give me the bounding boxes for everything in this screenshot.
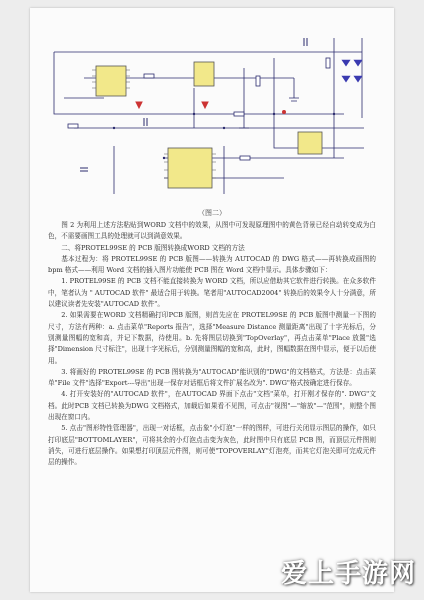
ic-chip-4 bbox=[298, 132, 322, 154]
ic-chip-3 bbox=[168, 148, 212, 188]
ic-chip-1 bbox=[96, 66, 126, 96]
circuit-schematic-figure bbox=[44, 18, 380, 196]
figure-caption: （图二） bbox=[198, 209, 226, 217]
paragraph: 基本过程为：将 PROTEL99SE 的 PCB 版图——转换为 AUTOCAD 的 DWG 格式——再转换成画图的 bpm 格式——利用 Word 文档的插入图片功能使 PCB 图在 Word 文档中显示。具体步骤如下： bbox=[48, 254, 376, 275]
step-1: 1. PROTEL99SE 的 PCB 文档不能直接转换为 WORD 文档，所以应借助其它软件进行转换。在众多软件中，笔者认为 " AUTOCAD 软件" 最适合用于转换。笔者用"AUTOCAD2004" 转换后的效果令人十分满意，所以建议读者先安装"AUTOCAD 软件"。 bbox=[48, 277, 376, 309]
step-5: 5. 点击"图形特性管理器"，出现一对话框，点击象"小灯泡"一样的图样，可进行关闭显示图层的操作，如只打印底层"BOTTOMLAYER"，可将其余的小灯泡点击变为灰色，此时图中只有底层 PCB 图，而顶层元件图则消失，可进行底层操作。如果想打印顶层元件图，则可使"TOPOVERLAY"灯泡亮，而其它灯泡关即可完成元件层的操作。 bbox=[48, 424, 376, 467]
step-2: 2. 如果需要在WORD 文档精确打印PCB 版图，则首先应在 PROTEL99SE 的 PCB 版图中测量一下图的尺寸，方法有两种：a. 点击菜单"Reports 报告"，选择"Measure Distance 测量距离"出现了十字光标后，分别测量图幅的宽和高，并记下数据，待使用。b. 先将图层切换到"TopOverlay"，再点击菜单"Place 放置"选择"Dimension 尺寸标注"，出现十字光标后，分别测量图幅的宽和高，此时，图幅数据在图中显示，便于以后使用。 bbox=[48, 311, 376, 365]
step-3: 3. 将画好的 PROTEL99SE 的 PCB 图转换为"AUTOCAD"能识别的"DWG"的文档格式，方法是：点击菜单"File 文件"选择"Export---导出"出现一保存对话框后将文件扩展名改为". DWG"格式按确定进行保存。 bbox=[48, 367, 376, 388]
site-watermark: 爱上手游网 bbox=[280, 559, 416, 589]
step-4: 4. 打开安装好的"AUTOCAD 软件"，在AUTOCAD 界面下点击"文档"菜单，打开刚才保存的". DWG"文档。此时PCB 文档已转换为DWG 文档格式，加载后如果看不见图，可点击"视图"—"缩放"—"范围"，则整个图出现在窗口内。 bbox=[48, 390, 376, 422]
paragraph: 图 2 为利用上述方法粘贴到WORD 文档中的效果，从图中可发现原理图中的黄色背景已经自动转变成为白色，不需要画图工具的处理就可以到满意效果。 bbox=[48, 221, 376, 241]
document-page bbox=[30, 8, 394, 592]
diode-1 bbox=[342, 60, 350, 66]
section-heading: 二、将PROTEL99SE 的 PCB 版图转换成WORD 文档的方法 bbox=[61, 243, 245, 252]
body-text bbox=[48, 220, 376, 469]
ic-chip-2 bbox=[194, 62, 214, 86]
